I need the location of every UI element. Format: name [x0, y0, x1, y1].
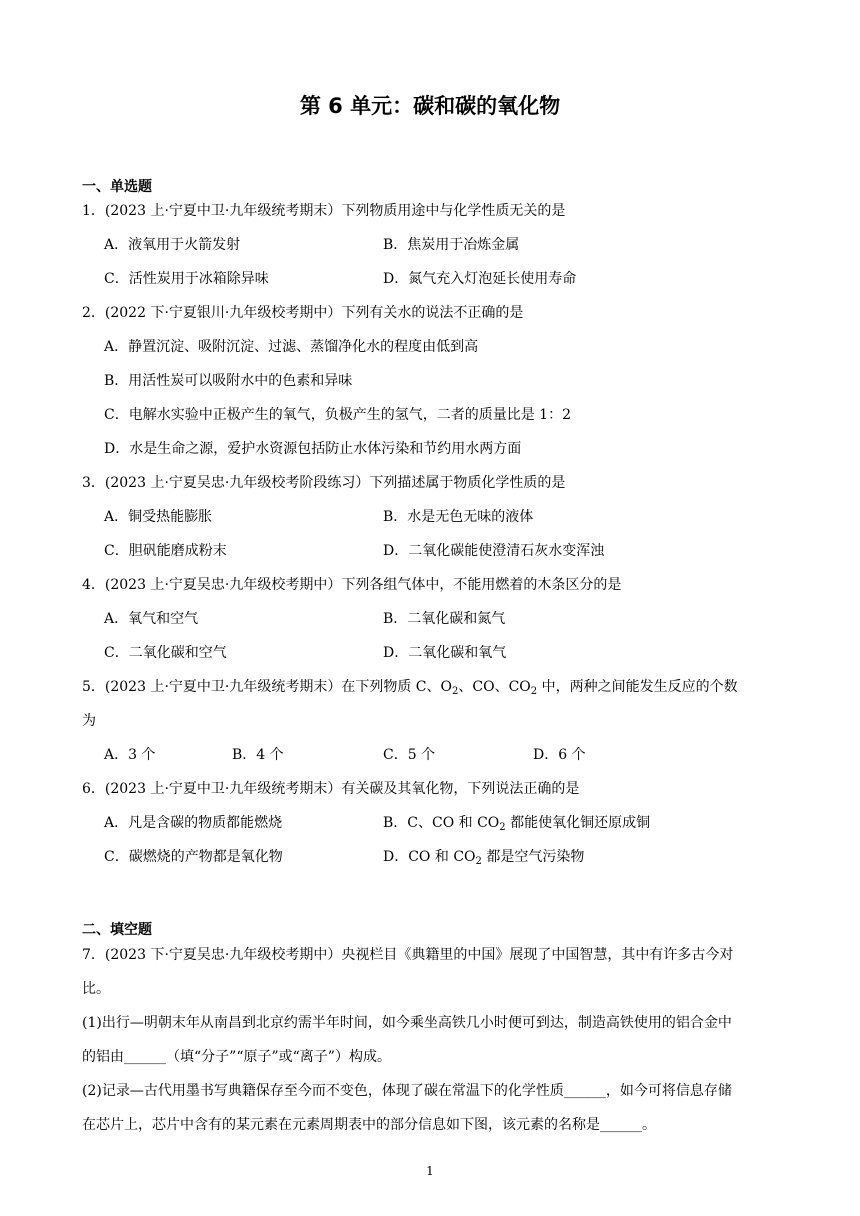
- question-3-option-a: A．铜受热能膨胀: [104, 509, 213, 525]
- subscript-2: 2: [452, 686, 459, 697]
- question-1-stem: 1．(2023 上·宁夏中卫·九年级统考期末）下列物质用途中与化学性质无关的是: [82, 203, 566, 219]
- question-6-option-d-part-b: 都是空气污染物: [481, 849, 585, 865]
- question-6-stem: 6．(2023 上·宁夏中卫·九年级统考期末）有关碳及其氧化物，下列说法正确的是: [82, 781, 580, 797]
- question-2-option-b: B．用活性炭可以吸附水中的色素和异味: [104, 373, 353, 389]
- question-5-option-d: D．6 个: [533, 747, 586, 763]
- question-5-stem-continued: 为: [82, 713, 96, 729]
- question-3-option-d: D．二氧化碳能使澄清石灰水变浑浊: [383, 543, 605, 559]
- question-1-option-b: B．焦炭用于冶炼金属: [383, 237, 520, 253]
- section-heading-fill-in: 二、填空题: [82, 922, 152, 938]
- question-2-option-d: D．水是生命之源，爱护水资源包括防止水体污染和节约用水两方面: [104, 441, 522, 457]
- question-2-option-c: C．电解水实验中正极产生的氧气，负极产生的氢气，二者的质量比是 1：2: [104, 407, 571, 423]
- question-7-line-1: 7．(2023 下·宁夏吴忠·九年级校考期中）央视栏目《典籍里的中国》展现了中国智慧，其中有许多古今对: [82, 947, 734, 963]
- subscript-2: 2: [475, 856, 482, 867]
- question-6-option-d: [383, 847, 584, 867]
- question-6-option-d-part-a: D．CO 和 CO: [383, 849, 476, 865]
- question-6-option-b-part-a: B．C、CO 和 CO: [383, 815, 500, 831]
- page-number: 1: [426, 1164, 434, 1178]
- question-3-option-c: C．胆矾能磨成粉末: [104, 543, 227, 559]
- question-1-option-c: C．活性炭用于冰箱除异味: [104, 271, 269, 287]
- question-5-option-c: C．5 个: [383, 747, 436, 763]
- question-5-stem-part-c: 中，两种之间能发生反应的个数: [537, 679, 738, 695]
- question-7-line-4: 的铝由______（填“分子”“原子”或“离子”）构成。: [82, 1049, 391, 1065]
- question-1-option-d: D．氮气充入灯泡延长使用寿命: [383, 271, 577, 287]
- question-4-option-a: A．氧气和空气: [104, 611, 199, 627]
- question-5-option-b: B．4 个: [232, 747, 284, 763]
- question-1-option-a: A．液氧用于火箭发射: [104, 237, 241, 253]
- section-heading-single-choice: 一、单选题: [82, 179, 152, 195]
- question-7-line-6: 在芯片上，芯片中含有的某元素在元素周期表中的部分信息如下图，该元素的名称是______。: [82, 1117, 656, 1133]
- question-4-stem: 4．(2023 上·宁夏吴忠·九年级校考期中）下列各组气体中，不能用燃着的木条区分的是: [82, 577, 622, 593]
- question-2-stem: 2．(2022 下·宁夏银川·九年级校考期中）下列有关水的说法不正确的是: [82, 305, 524, 321]
- question-4-option-b: B．二氧化碳和氮气: [383, 611, 506, 627]
- document-title: 第 6 单元：碳和碳的氧化物: [299, 94, 561, 118]
- question-5-stem-part-b: 、CO、CO: [458, 679, 531, 695]
- question-5-stem: [82, 677, 738, 697]
- question-6-option-b-part-b: 都能使氧化铜还原成铜: [505, 815, 651, 831]
- question-3-stem: 3．(2023 上·宁夏吴忠·九年级校考阶段练习）下列描述属于物质化学性质的是: [82, 475, 566, 491]
- subscript-2: 2: [499, 822, 506, 833]
- question-7-line-2: 比。: [82, 981, 110, 997]
- subscript-2: 2: [530, 686, 538, 697]
- question-7-line-3: (1)出行—明朝末年从南昌到北京约需半年时间，如今乘坐高铁几小时便可到达，制造高铁使用的铝合金中: [82, 1015, 732, 1031]
- question-2-option-a: A．静置沉淀、吸附沉淀、过滤、蒸馏净化水的程度由低到高: [104, 339, 479, 355]
- question-6-option-c: C．碳燃烧的产物都是氧化物: [104, 849, 283, 865]
- question-6-option-b: [383, 813, 650, 833]
- question-5-option-a: A．3 个: [104, 747, 156, 763]
- question-5-stem-part-a: 5．(2023 上·宁夏中卫·九年级统考期末）在下列物质 C、O: [82, 679, 452, 695]
- question-3-option-b: B．水是无色无味的液体: [383, 509, 534, 525]
- question-4-option-d: D．二氧化碳和氧气: [383, 645, 507, 661]
- question-4-option-c: C．二氧化碳和空气: [104, 645, 227, 661]
- question-6-option-a: A．凡是含碳的物质都能燃烧: [104, 815, 283, 831]
- question-7-line-5: (2)记录—古代用墨书写典籍保存至今而不变色，体现了碳在常温下的化学性质______，如今可将信息存储: [82, 1083, 732, 1099]
